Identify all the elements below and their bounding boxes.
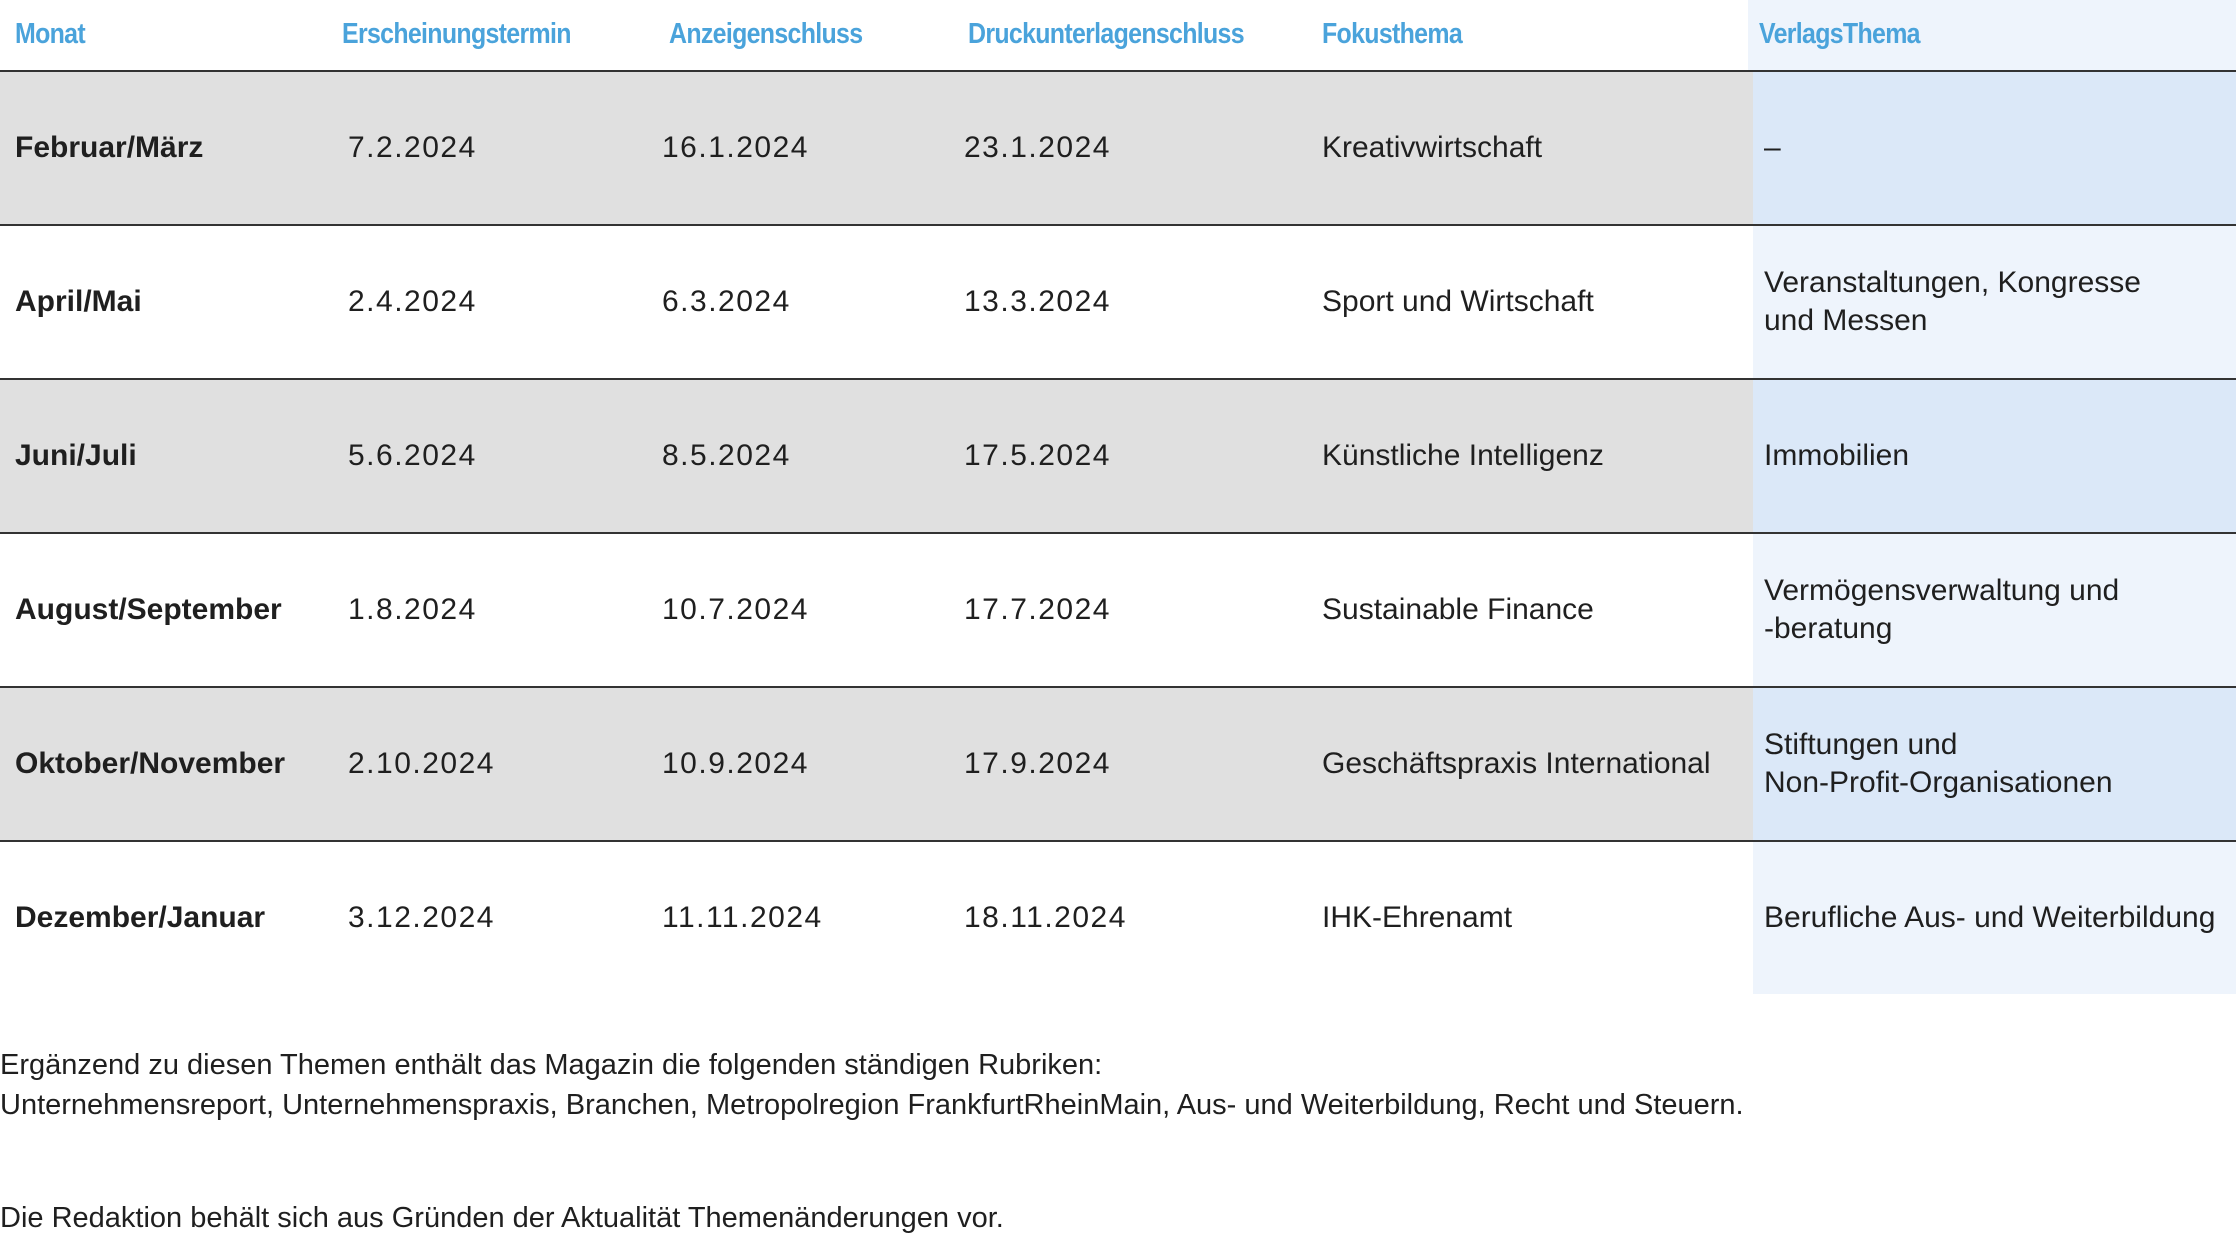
publisher-topic-line: – — [1764, 131, 1781, 164]
header-publication-date: Erscheinungstermin — [342, 18, 571, 50]
publication-date-cell: 1.8.2024 — [348, 593, 477, 626]
publisher-topic-line: Non-Profit-Organisationen — [1764, 766, 2113, 799]
publication-date-cell: 3.12.2024 — [348, 901, 495, 934]
header-cell-ad-deadline — [669, 0, 967, 70]
ad-deadline-cell: 6.3.2024 — [662, 285, 791, 318]
month-cell: Oktober/November — [0, 688, 331, 840]
table-header-row — [0, 0, 2236, 72]
ad-deadline-cell: 16.1.2024 — [662, 72, 964, 224]
header-cell-print-deadline — [968, 0, 1322, 70]
print-deadline-cell: 17.5.2024 — [964, 380, 1322, 532]
notes-disclaimer: Die Redaktion behält sich aus Gründen der Aktualität Themenänderungen vor. — [0, 1202, 1004, 1234]
print-deadline-cell: 17.7.2024 — [964, 593, 1111, 626]
focus-topic-cell: Künstliche Intelligenz — [1322, 380, 1753, 532]
publisher-topic-line: Stiftungen und — [1764, 728, 1958, 761]
publisher-topic-cell — [1753, 842, 2236, 994]
focus-topic-cell: Sustainable Finance — [1322, 593, 1594, 626]
publication-date-cell: 5.6.2024 — [331, 380, 662, 532]
header-print-deadline: Druckunterlagenschluss — [967, 18, 1244, 50]
ad-deadline-cell: 10.9.2024 — [662, 688, 964, 840]
header-publisher-topic: VerlagsThema — [1758, 18, 1920, 50]
publication-date-cell: 7.2.2024 — [331, 72, 662, 224]
focus-topic-cell: Kreativwirtschaft — [1322, 72, 1753, 224]
publisher-topic-line: Berufliche Aus- und Weiterbildung — [1764, 901, 2216, 934]
header-ad-deadline: Anzeigenschluss — [669, 18, 863, 50]
publisher-topic-cell — [1753, 688, 2236, 840]
publisher-topic-cell — [1753, 380, 2236, 532]
notes-section — [0, 1045, 2236, 1238]
header-month: Monat — [15, 18, 85, 50]
publication-date-cell: 2.4.2024 — [348, 285, 477, 318]
ad-deadline-cell: 11.11.2024 — [662, 901, 823, 934]
notes-rubrics: Unternehmensreport, Unternehmenspraxis, Branchen, Metropolregion FrankfurtRheinMain, Aus- und Weiterbildung, Recht und Steuern. — [0, 1089, 1744, 1121]
focus-topic-cell: Sport und Wirtschaft — [1322, 285, 1594, 318]
table-row — [0, 380, 2236, 534]
header-cell-focus — [1322, 0, 1748, 70]
publisher-topic-line: Veranstaltungen, Kongresse — [1764, 266, 2141, 299]
header-cell-publisher-topic — [1748, 0, 2236, 70]
publisher-topic-line: Vermögensverwaltung und — [1764, 574, 2120, 607]
publisher-topic-line: und Messen — [1764, 304, 1928, 337]
header-cell-month — [0, 0, 342, 70]
header-cell-publication — [342, 0, 669, 70]
month-cell: Februar/März — [0, 72, 331, 224]
table-row — [0, 226, 2236, 380]
table-row — [0, 842, 2236, 994]
publisher-topic-line: Immobilien — [1764, 439, 1910, 472]
month-cell: August/September — [15, 593, 282, 626]
table-row — [0, 534, 2236, 688]
table-row — [0, 688, 2236, 842]
table-row — [0, 72, 2236, 226]
publisher-topic-cell — [1753, 226, 2236, 378]
focus-topic-cell: Geschäftspraxis International — [1322, 688, 1753, 840]
notes-intro: Ergänzend zu diesen Themen enthält das Magazin die folgenden ständigen Rubriken: — [0, 1049, 1103, 1081]
focus-topic-cell: IHK-Ehrenamt — [1322, 901, 1513, 934]
header-focus-topic: Fokusthema — [1321, 18, 1462, 50]
publisher-topic-cell — [1753, 72, 2236, 224]
publisher-topic-line: -beratung — [1764, 612, 1893, 645]
ad-deadline-cell: 10.7.2024 — [662, 593, 809, 626]
print-deadline-cell: 13.3.2024 — [964, 285, 1111, 318]
print-deadline-cell: 17.9.2024 — [964, 688, 1322, 840]
month-cell: Juni/Juli — [0, 380, 331, 532]
publisher-topic-cell — [1753, 534, 2236, 686]
print-deadline-cell: 18.11.2024 — [964, 901, 1127, 934]
print-deadline-cell: 23.1.2024 — [964, 72, 1322, 224]
month-cell: Dezember/Januar — [15, 901, 266, 934]
publication-date-cell: 2.10.2024 — [331, 688, 662, 840]
ad-deadline-cell: 8.5.2024 — [662, 380, 964, 532]
month-cell: April/Mai — [15, 285, 142, 318]
